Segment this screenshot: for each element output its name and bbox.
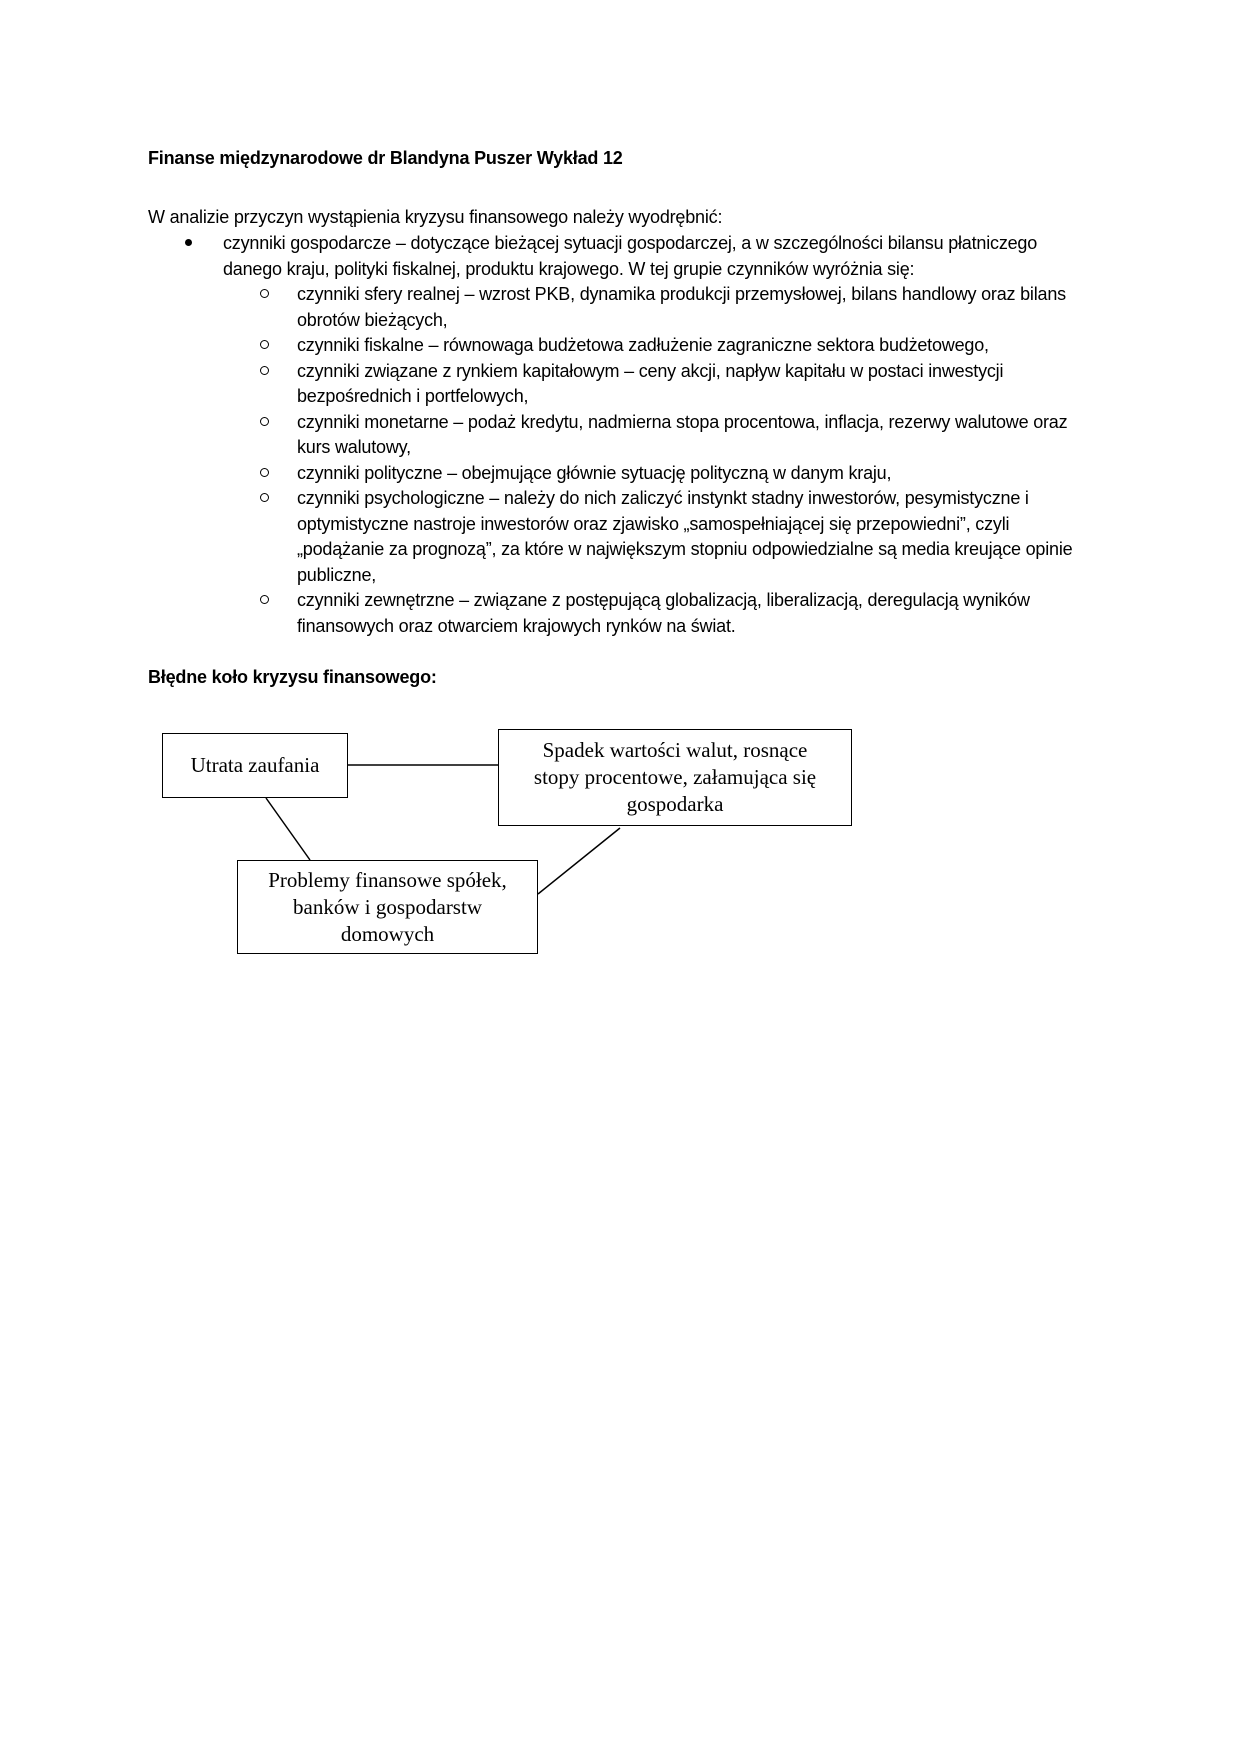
bullet-dot-icon xyxy=(148,231,223,282)
document-title: Finanse międzynarodowe dr Blandyna Puszer Wykład 12 xyxy=(148,148,623,168)
sub-item-text: czynniki psychologiczne – należy do nich zaliczyć instynkt stadny inwestorów, pesymistyczne i optymistyczne nastroje inwestorów oraz zjawisko „samospełniającej się przepowiedni”, czyli „podążanie za prognozą”, za które w największym stopniu odpowiedzialne są media kreujące opinie publiczne, xyxy=(297,488,1073,585)
list-item xyxy=(148,359,1098,410)
bullet-circle-icon xyxy=(148,282,297,333)
diagram-box-financial-problems xyxy=(237,860,538,954)
box-label-line: stopy procentowe, załamująca się xyxy=(533,765,817,789)
bullet-circle-icon xyxy=(148,359,297,410)
list-item xyxy=(148,410,1098,461)
list-item xyxy=(148,282,1098,333)
box-label: Utrata zaufania xyxy=(190,753,320,777)
list-item xyxy=(148,461,1098,487)
list-item xyxy=(148,588,1098,639)
box-label-line: banków i gospodarstw xyxy=(293,894,482,919)
bullet-circle-icon xyxy=(148,486,297,588)
box-label-line: domowych xyxy=(340,921,435,946)
box-label-line: Problemy finansowe spółek, xyxy=(268,867,507,892)
diagram-box-currency-decline xyxy=(498,729,852,826)
sub-item-text: czynniki sfery realnej – wzrost PKB, dynamika produkcji przemysłowej, bilans handlowy oraz bilans obrotów bieżących, xyxy=(297,284,1066,330)
diagram-box-loss-of-trust xyxy=(162,733,348,798)
sub-item-text: czynniki związane z rynkiem kapitałowym – ceny akcji, napływ kapitału w postaci inwestycji bezpośrednich i portfelowych, xyxy=(297,360,1004,406)
box-label-line: Spadek wartości walut, rosnące xyxy=(542,738,808,762)
bullet-circle-icon xyxy=(148,461,297,487)
list-item xyxy=(148,333,1098,359)
bullet-list xyxy=(148,231,1098,639)
bullet-text: czynniki gospodarcze – dotyczące bieżącej sytuacji gospodarczej, a w szczególności bilansu płatniczego danego kraju, polityki fiskalnej, produktu krajowego. W tej grupie czynników wyróżnia się: xyxy=(223,233,1038,279)
sub-item-text: czynniki fiskalne – równowaga budżetowa zadłużenie zagraniczne sektora budżetowego, xyxy=(297,335,989,355)
bullet-circle-icon xyxy=(148,588,297,639)
list-item xyxy=(148,231,1098,282)
connector-line-right xyxy=(538,828,620,894)
bullet-circle-icon xyxy=(148,410,297,461)
sub-item-text: czynniki polityczne – obejmujące głównie sytuację polityczną w danym kraju, xyxy=(297,462,892,483)
intro-paragraph: W analizie przyczyn wystąpienia kryzysu finansowego należy wyodrębnić: xyxy=(148,207,723,227)
bullet-circle-icon xyxy=(148,333,297,359)
sub-item-text: czynniki monetarne – podaż kredytu, nadmierna stopa procentowa, inflacja, rezerwy walutowe oraz kurs walutowy, xyxy=(297,411,1068,457)
connector-line-left xyxy=(266,798,310,860)
sub-item-text: czynniki zewnętrzne – związane z postępującą globalizacją, liberalizacją, deregulacją wyników finansowych oraz otwarciem krajowych rynków na świat. xyxy=(297,590,1030,636)
list-item xyxy=(148,486,1098,588)
box-label-line: gospodarka xyxy=(626,792,724,816)
sub-list xyxy=(148,282,1098,639)
section-heading: Błędne koło kryzysu finansowego: xyxy=(148,667,437,687)
